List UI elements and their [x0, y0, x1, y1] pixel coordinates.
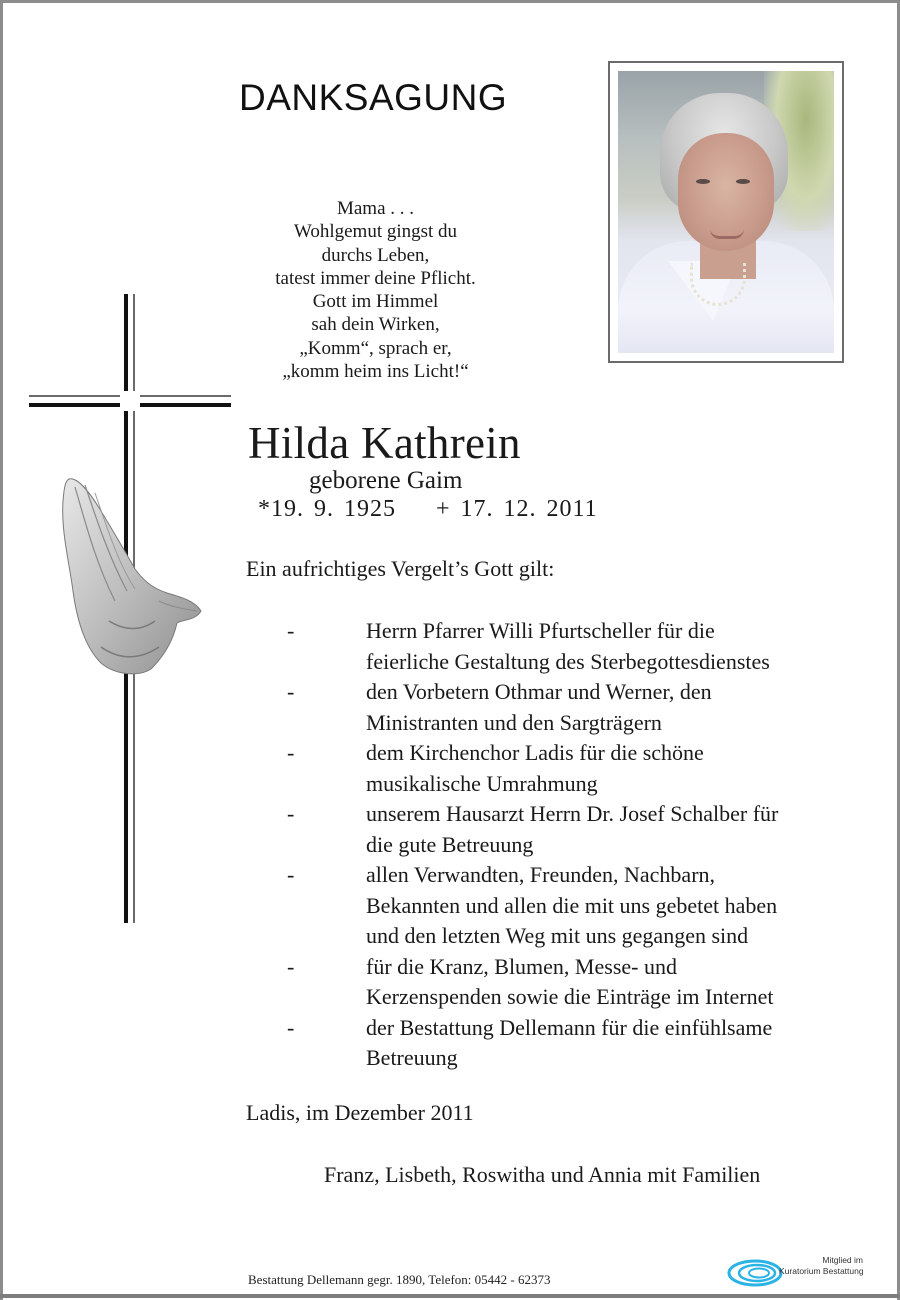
logo-line-1: Mitglied im [822, 1255, 863, 1265]
list-item: - den Vorbetern Othmar und Werner, den Ministranten und den Sargträgern [287, 679, 712, 735]
list-item: - dem Kirchenchor Ladis für die schöne musikalische Umrahmung [287, 740, 704, 796]
poem-line: durchs Leben, [321, 244, 430, 266]
poem-line: tatest immer deine Pflicht. [275, 267, 476, 289]
poem-line: sah dein Wirken, [311, 314, 440, 336]
maiden-name: geborene Gaim [309, 467, 463, 494]
logo-line-2: Kuratorium Bestattung [779, 1266, 864, 1276]
list-item: - Herrn Pfarrer Willi Pfurtscheller für die feierliche Gestaltung des Sterbegottesdienstes [287, 618, 770, 674]
portrait-frame [608, 61, 844, 363]
thanks-list [246, 616, 886, 1074]
thanks-intro: Ein aufrichtiges Vergelt’s Gott gilt: [246, 556, 555, 581]
poem-line: „komm heim ins Licht!“ [282, 361, 469, 383]
praying-hands-icon [55, 471, 205, 681]
list-item: - der Bestattung Dellemann für die einfühlsame Betreuung [287, 1014, 773, 1070]
life-dates: *19. 9. 1925 + 17. 12. 2011 [258, 496, 598, 522]
kuratorium-logo-icon [727, 1253, 867, 1293]
undertaker-info: Bestattung Dellemann gegr. 1890, Telefon: 05442 - 62373 [248, 1272, 551, 1287]
list-item: - allen Verwandten, Freunden, Nachbarn, Bekannten und allen die mit uns gebetet haben und den letzten Weg mit uns gegangen sind [287, 862, 778, 948]
place-date: Ladis, im Dezember 2011 [246, 1100, 474, 1125]
portrait-photo [618, 71, 834, 353]
family-signature: Franz, Lisbeth, Roswitha und Annia mit Familien [324, 1162, 761, 1187]
poem-line: Mama . . . [336, 198, 415, 219]
bottom-border [0, 1294, 900, 1298]
page-title: DANKSAGUNG [239, 77, 508, 118]
deceased-name: Hilda Kathrein [248, 418, 521, 468]
poem-line: „Komm“, sprach er, [299, 337, 452, 359]
poem-line: Gott im Himmel [312, 291, 439, 313]
poem [233, 197, 518, 383]
list-item: - unserem Hausarzt Herrn Dr. Josef Schalber für die gute Betreuung [287, 801, 779, 857]
list-item: - für die Kranz, Blumen, Messe- und Kerzenspenden sowie die Einträge im Internet [287, 953, 774, 1009]
poem-line: Wohlgemut gingst du [293, 221, 458, 243]
